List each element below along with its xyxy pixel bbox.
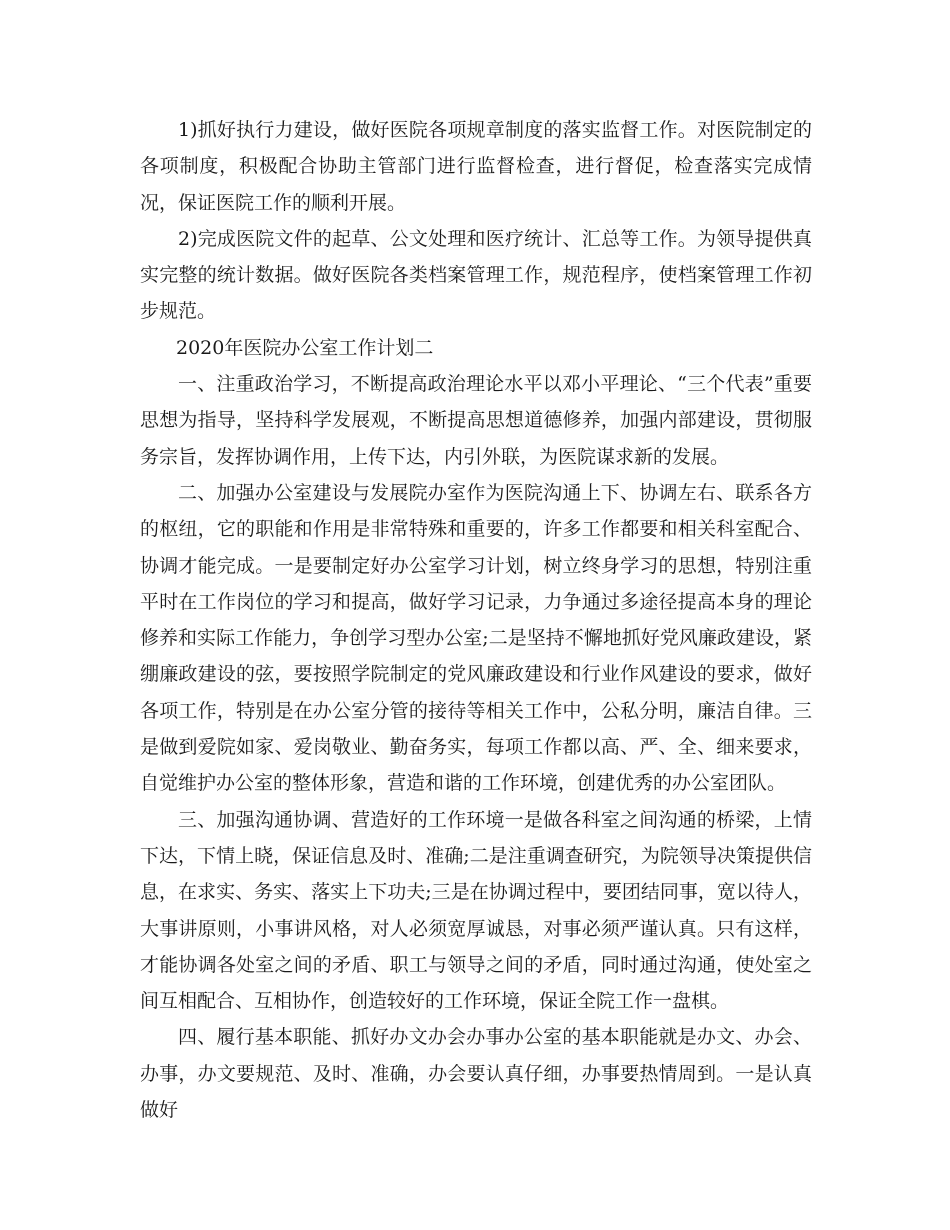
paragraph-basic-functions: 四、履行基本职能、抓好办文办会办事办公室的基本职能就是办文、办会、办事，办文要规范、及时、准确，办会要认真仔细，办事要热情周到。一是认真做好 xyxy=(140,1026,812,1122)
paragraph-office-building: 二、加强办公室建设与发展院办室作为医院沟通上下、协调左右、联系各方的枢纽，它的职能和作用是非常特殊和重要的，许多工作都要和相关科室配合、协调才能完成。一是要制定好办公室学习计划，树立终身学习的思想，特别注重平时在工作岗位的学习和提高，做好学习记录，力争通过多途径提高本身的理论修养和实际工作能力，争创学习型办公室;二是坚持不懈地抓好党风廉政建设，紧绷廉政建设的弦，要按照学院制定的党风廉政建设和行业作风建设的要求，做好各项工作，特别是在办公室分管的接待等相关工作中，公私分明，廉洁自律。三是做到爱院如家、爱岗敬业、勤奋务实，每项工作都以高、严、全、细来要求，自觉维护办公室的整体形象，营造和谐的工作环境，创建优秀的办公室团队。 xyxy=(140,481,812,795)
paragraph-documents: 2)完成医院文件的起草、公文处理和医疗统计、汇总等工作。为领导提供真实完整的统计数据。做好医院各类档案管理工作，规范程序，使档案管理工作初步规范。 xyxy=(140,227,812,323)
paragraph-execution: 1)抓好执行力建设，做好医院各项规章制度的落实监督工作。对医院制定的各项制度，积极配合协助主管部门进行监督检查，进行督促，检查落实完成情况，保证医院工作的顺利开展。 xyxy=(140,119,812,214)
section-heading: 2020年医院办公室工作计划二 xyxy=(176,336,434,359)
paragraph-political-study: 一、注重政治学习，不断提高政治理论水平以邓小平理论、“三个代表”重要思想为指导，坚持科学发展观，不断提高思想道德修养，加强内部建设，贯彻服务宗旨，发挥协调作用，上传下达，内引外联，为医院谋求新的发展。 xyxy=(140,373,812,468)
document-page xyxy=(140,112,812,1128)
paragraph-communication: 三、加强沟通协调、营造好的工作环境一是做各科室之间沟通的桥梁，上情下达，下情上晓，保证信息及时、准确;二是注重调查研究，为院领导决策提供信息，在求实、务实、落实上下功夫;三是在协调过程中，要团结同事，宽以待人，大事讲原则，小事讲风格，对人必须宽厚诚恳，对事必须严谨认真。只有这样，才能协调各处室之间的矛盾、职工与领导之间的矛盾，同时通过沟通，使处室之间互相配合、互相协作，创造较好的工作环境，保证全院工作一盘棋。 xyxy=(140,808,812,1013)
